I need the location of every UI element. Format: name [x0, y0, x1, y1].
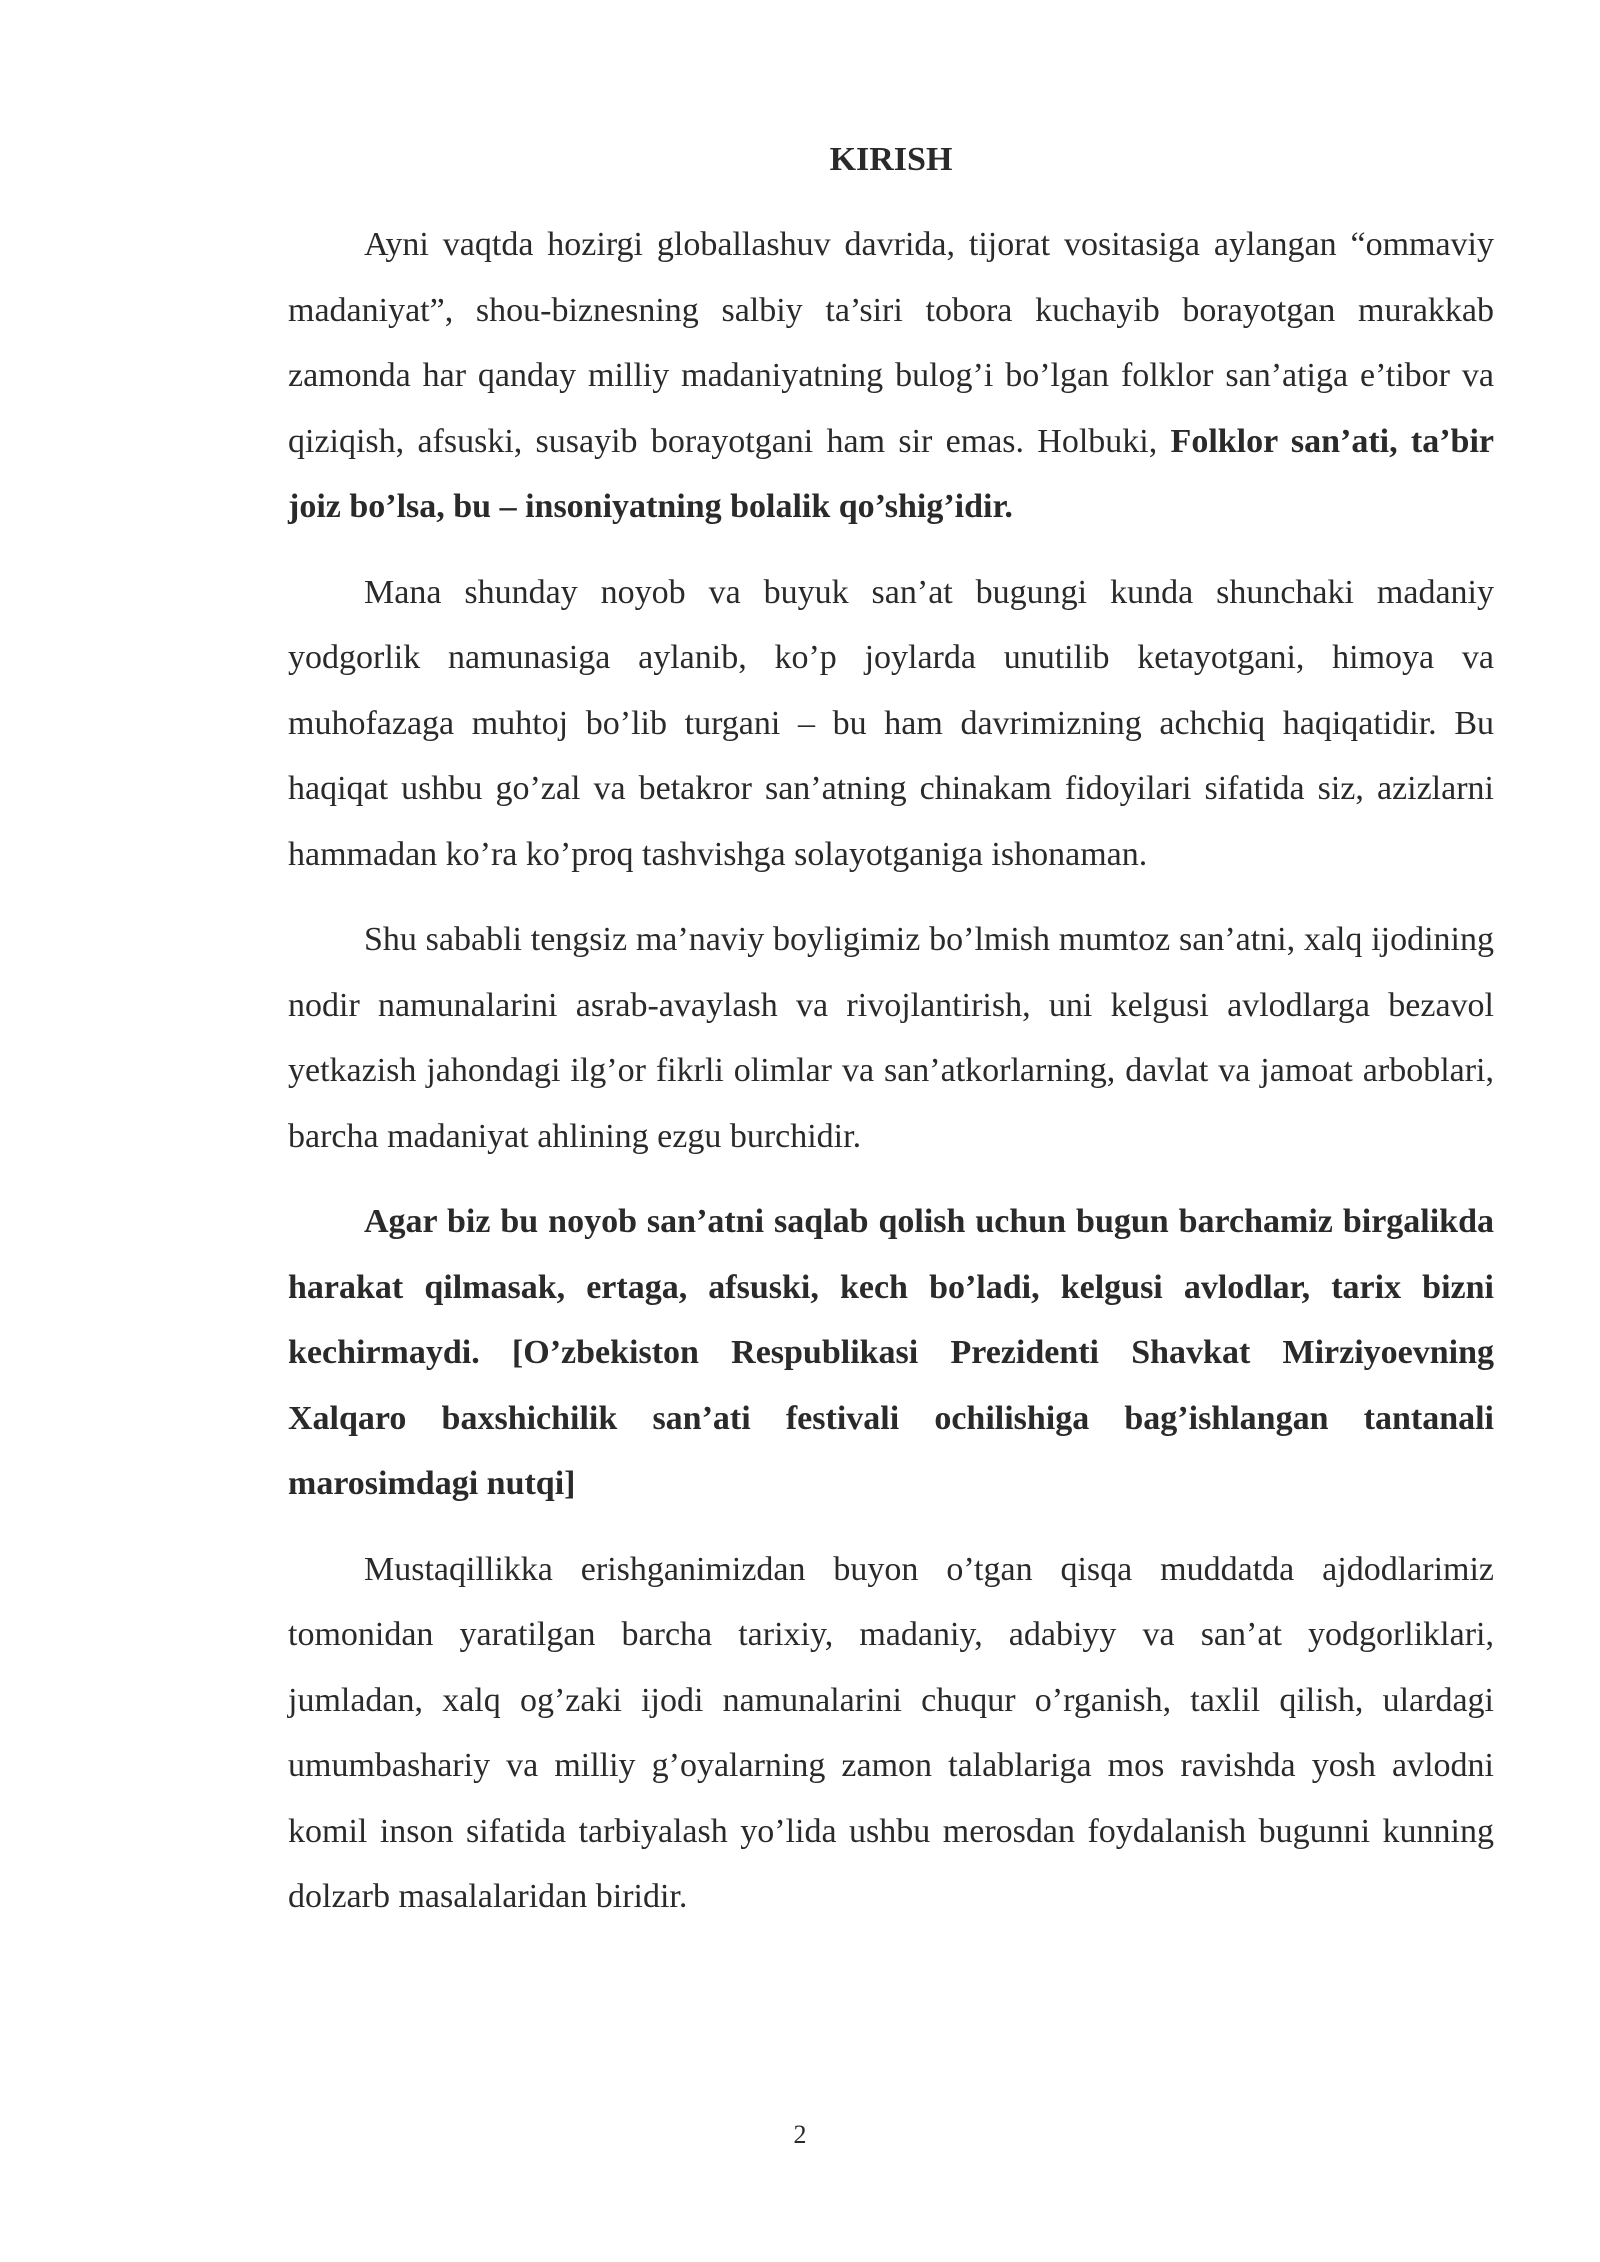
paragraph-1-bold-text: Folklor san’ati, ta’bir joiz bo’lsa, bu – insoniyatning bolalik qo’shig’idir. — [288, 422, 1494, 525]
quote-paragraph: Agar biz bu noyob san’atni saqlab qolish uchun bugun barchamiz birgalikda harakat qilmasak, ertaga, afsuski, kech bo’ladi, kelgusi avlodlar, tarix bizni kechirmaydi. [O’zbekiston Respublikasi Prezidenti Shavkat Mirziyoevning Xalqaro baxshichilik san’ati festivali ochilishiga bag’ishlangan tantanali marosimdagi nutqi] — [288, 1203, 1494, 1502]
paragraph-1-text: Ayni vaqtda hozirgi globallashuv davrida, tijorat vositasiga aylangan “ommaviy madaniyat”, shou-biznesning salbiy ta’siri tobora kuchayib borayotgan murakkab zamonda har qanday milliy madaniyatning bulog’i bo’lgan folklor san’atiga e’tibor va qiziqish, afsuski, susayib borayotgani ham sir emas. Holbuki, — [288, 226, 1494, 460]
paragraph-3: Shu sababli tengsiz ma’naviy boyligimiz bo’lmish mumtoz san’atni, xalq ijodining nodir namunalarini asrab-avaylash va rivojlantirish, uni kelgusi avlodlarga bezavol yetkazish jahondagi ilg’or fikrli olimlar va san’atkorlarning, davlat va jamoat arboblari, barcha madaniyat ahlining ezgu burchidir. — [288, 921, 1494, 1155]
paragraph-5: Mustaqillikka erishganimizdan buyon o’tgan qisqa muddatda ajdodlarimiz tomonidan yaratilgan barcha tarixiy, madaniy, adabiyy va san’at yodgorliklari, jumladan, xalq og’zaki ijodi namunalarini chuqur o’rganish, taxlil qilish, ulardagi umumbashariy va milliy g’oyalarning zamon talablariga mos ravishda yosh avlodni komil inson sifatida tarbiyalash yo’lida ushbu merosdan foydalanish bugunni kunning dolzarb masalalaridan biridir. — [288, 1550, 1494, 1915]
paragraph-2: Mana shunday noyob va buyuk san’at bugungi kunda shunchaki madaniy yodgorlik namunasiga aylanib, ko’p joylarda unutilib ketayotgani, himoya va muhofazaga muhtoj bo’lib turgani – bu ham davrimizning achchiq haqiqatidir. Bu haqiqat ushbu go’zal va betakror san’atning chinakam fidoyilari sifatida siz, azizlarni hammadan ko’ra ko’proq tashvishga solayotganiga ishonaman. — [288, 573, 1494, 873]
section-heading: KIRISH — [829, 141, 953, 178]
paragraph-1 — [288, 212, 1494, 540]
document-page — [288, 128, 1494, 1950]
page-number: 2 — [793, 2120, 807, 2149]
